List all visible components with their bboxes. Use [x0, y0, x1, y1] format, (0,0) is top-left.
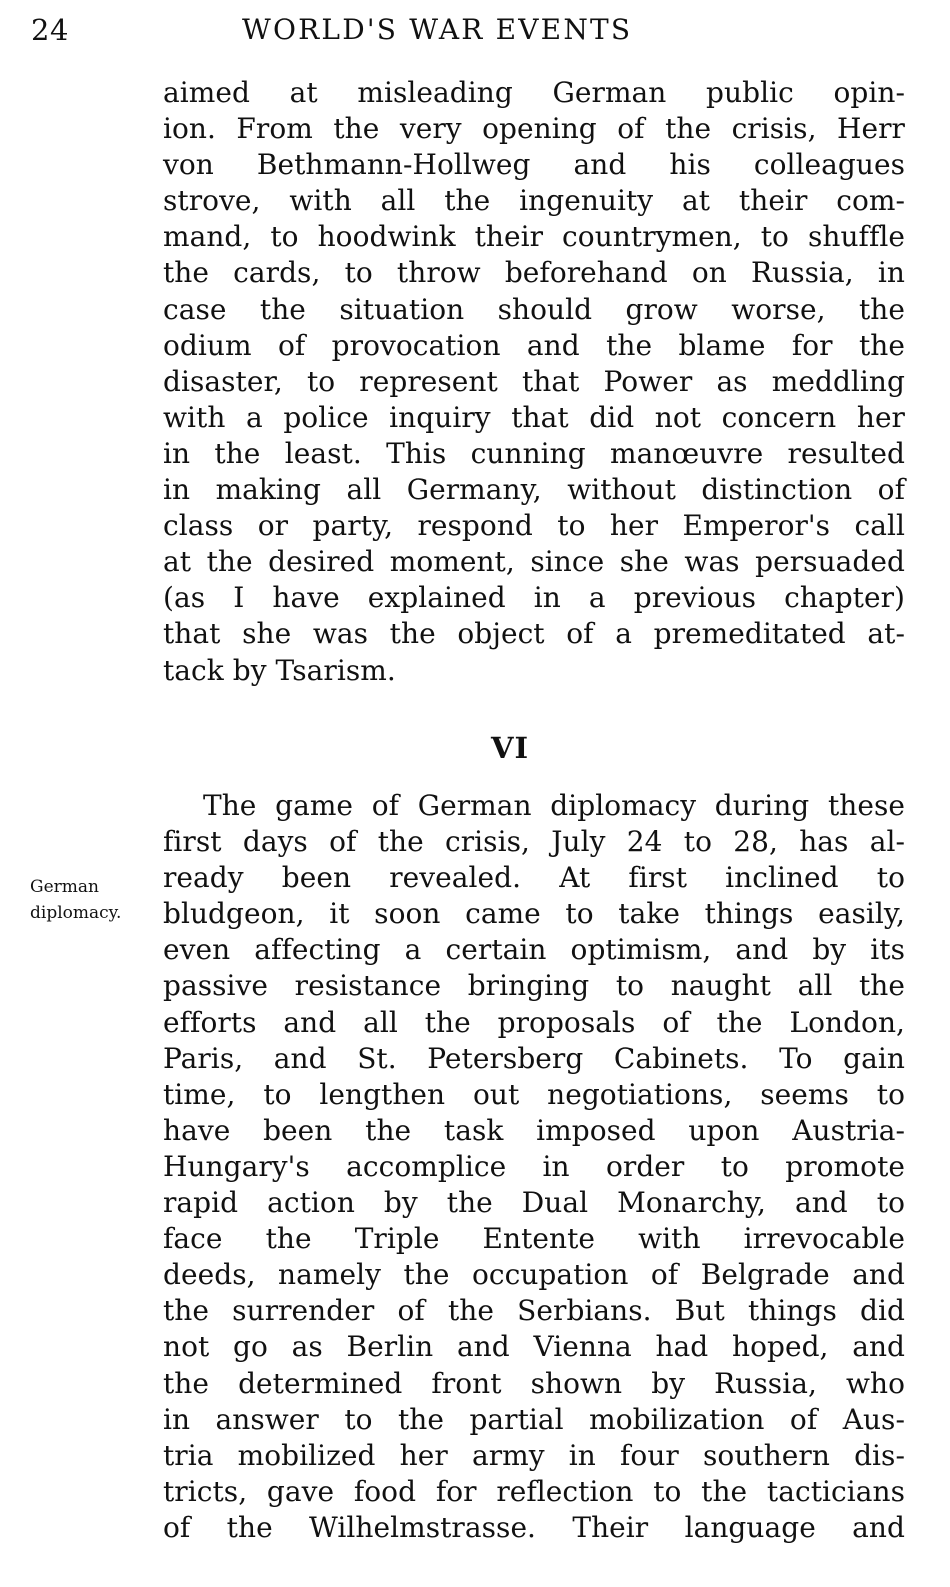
text-line: strove, with all the ingenuity at their com-	[163, 184, 905, 218]
text-line: first days of the crisis, July 24 to 28, has al-	[163, 825, 905, 859]
margin-note-line: German	[30, 877, 99, 897]
text-line: with a police inquiry that did not concern her	[163, 400, 905, 434]
text-line: ready been revealed. At first inclined to	[163, 861, 905, 895]
text-line: in making all Germany, without distinction of	[163, 473, 905, 507]
text-line: that she was the object of a premeditated at-	[163, 617, 905, 651]
text-line: bludgeon, it soon came to take things easily,	[163, 897, 905, 931]
text-line: of the Wilhelmstrasse. Their language and	[163, 1510, 905, 1544]
section-heading: VI	[490, 731, 530, 765]
text-line: deeds, namely the occupation of Belgrade and	[163, 1258, 905, 1292]
paragraph-section-six	[163, 788, 905, 1546]
text-line: the determined front shown by Russia, who	[163, 1366, 905, 1400]
running-title: WORLD'S WAR EVENTS	[242, 13, 633, 46]
page-number: 24	[31, 13, 69, 47]
text-line: tria mobilized her army in four southern dis-	[163, 1438, 905, 1472]
margin-note	[30, 874, 121, 926]
margin-note-line: diplomacy.	[30, 903, 122, 923]
text-line: passive resistance bringing to naught all the	[163, 969, 905, 1003]
text-line: von Bethmann-Hollweg and his colleagues	[163, 148, 905, 182]
text-line: in the least. This cunning manœuvre resulted	[163, 436, 905, 470]
text-line: aimed at misleading German public opin-	[163, 76, 905, 109]
text-line: time, to lengthen out negotiations, seems to	[163, 1077, 905, 1111]
paragraph-continued	[163, 75, 905, 689]
text-line: even affecting a certain optimism, and by its	[163, 933, 905, 967]
text-line: at the desired moment, since she was persuaded	[163, 545, 905, 579]
text-line: tack by Tsarism.	[163, 653, 396, 687]
text-line: tricts, gave food for reflection to the tacticians	[163, 1474, 905, 1508]
text-line: efforts and all the proposals of the London,	[163, 1005, 905, 1039]
text-line: face the Triple Entente with irrevocable	[163, 1222, 905, 1256]
text-line: have been the task imposed upon Austria-	[163, 1113, 905, 1147]
text-line: Paris, and St. Petersberg Cabinets. To gain	[163, 1041, 905, 1075]
text-line: disaster, to represent that Power as meddling	[163, 364, 905, 398]
text-line: class or party, respond to her Emperor's call	[163, 509, 905, 543]
text-line: The game of German diplomacy during these	[203, 789, 905, 822]
text-line: case the situation should grow worse, the	[163, 292, 905, 326]
text-line: ion. From the very opening of the crisis, Herr	[163, 112, 905, 146]
text-line: not go as Berlin and Vienna had hoped, and	[163, 1330, 905, 1364]
text-line: the surrender of the Serbians. But things did	[163, 1294, 905, 1328]
text-line: Hungary's accomplice in order to promote	[163, 1149, 905, 1183]
text-line: the cards, to throw beforehand on Russia, in	[163, 256, 905, 290]
text-line: mand, to hoodwink their countrymen, to shuffle	[163, 220, 905, 254]
text-line: (as I have explained in a previous chapter)	[163, 581, 905, 615]
text-line: rapid action by the Dual Monarchy, and to	[163, 1186, 905, 1220]
text-line: odium of provocation and the blame for the	[163, 328, 905, 362]
text-line: in answer to the partial mobilization of Aus-	[163, 1402, 905, 1436]
